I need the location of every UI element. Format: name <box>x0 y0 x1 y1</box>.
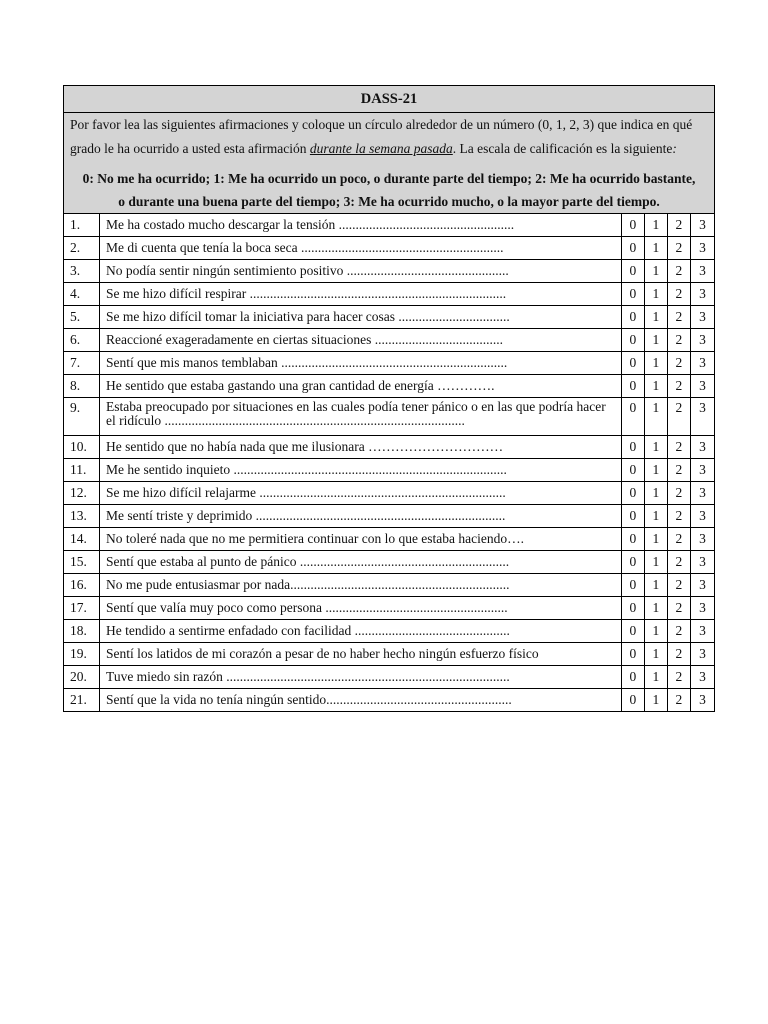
item-row <box>64 375 715 398</box>
instructions-colon: : <box>672 141 677 156</box>
dass21-table <box>63 85 715 712</box>
item-row <box>64 574 715 597</box>
item-number: 10. <box>64 436 100 459</box>
rating-option-3[interactable]: 3 <box>690 398 714 436</box>
rating-option-0[interactable]: 0 <box>621 260 644 283</box>
rating-option-2[interactable]: 2 <box>667 528 690 551</box>
item-number: 15. <box>64 551 100 574</box>
rating-option-1[interactable]: 1 <box>644 482 667 505</box>
title-row <box>64 86 715 113</box>
item-number: 1. <box>64 214 100 237</box>
item-row <box>64 666 715 689</box>
instructions-cell <box>64 113 715 214</box>
rating-option-1[interactable]: 1 <box>644 666 667 689</box>
item-row <box>64 620 715 643</box>
instructions-emphasis: durante la semana pasada <box>309 141 453 156</box>
rating-option-0[interactable]: 0 <box>621 436 644 459</box>
rating-option-3[interactable]: 3 <box>690 551 714 574</box>
item-statement: Me he sentido inquieto ................................................................................. <box>100 459 622 482</box>
rating-option-3[interactable]: 3 <box>690 214 714 237</box>
rating-option-1[interactable]: 1 <box>644 436 667 459</box>
item-statement: Me di cuenta que tenía la boca seca ............................................................ <box>100 237 622 260</box>
item-number: 11. <box>64 459 100 482</box>
rating-option-0[interactable]: 0 <box>621 597 644 620</box>
rating-option-1[interactable]: 1 <box>644 597 667 620</box>
rating-option-0[interactable]: 0 <box>621 551 644 574</box>
rating-option-1[interactable]: 1 <box>644 643 667 666</box>
item-statement: Se me hizo difícil respirar ............................................................................ <box>100 283 622 306</box>
rating-option-2[interactable]: 2 <box>667 643 690 666</box>
rating-option-0[interactable]: 0 <box>621 643 644 666</box>
instructions-row <box>64 113 715 214</box>
rating-option-2[interactable]: 2 <box>667 329 690 352</box>
item-row <box>64 329 715 352</box>
item-number: 17. <box>64 597 100 620</box>
rating-option-3[interactable]: 3 <box>690 574 714 597</box>
rating-option-1[interactable]: 1 <box>644 352 667 375</box>
instructions-before: Por favor lea las siguientes afirmaciones y coloque un círculo alrededor de un número (0, 1, 2, 3) que indica en qué grado le ha ocurrido a usted esta afirmación <box>70 117 693 156</box>
item-row <box>64 237 715 260</box>
rating-option-0[interactable]: 0 <box>621 459 644 482</box>
item-row <box>64 505 715 528</box>
rating-option-0[interactable]: 0 <box>621 528 644 551</box>
rating-option-1[interactable]: 1 <box>644 214 667 237</box>
item-statement: Me sentí triste y deprimido .......................................................................... <box>100 505 622 528</box>
rating-option-3[interactable]: 3 <box>690 306 714 329</box>
rating-option-2[interactable]: 2 <box>667 214 690 237</box>
item-number: 13. <box>64 505 100 528</box>
rating-option-3[interactable]: 3 <box>690 689 714 712</box>
item-number: 5. <box>64 306 100 329</box>
item-row <box>64 436 715 459</box>
item-number: 3. <box>64 260 100 283</box>
rating-option-3[interactable]: 3 <box>690 666 714 689</box>
rating-option-3[interactable]: 3 <box>690 620 714 643</box>
item-statement: He sentido que no había nada que me ilusionara ………………………… <box>100 436 622 459</box>
item-number: 7. <box>64 352 100 375</box>
item-number: 2. <box>64 237 100 260</box>
rating-option-3[interactable]: 3 <box>690 597 714 620</box>
rating-option-0[interactable]: 0 <box>621 398 644 436</box>
rating-option-0[interactable]: 0 <box>621 689 644 712</box>
rating-option-1[interactable]: 1 <box>644 505 667 528</box>
rating-option-1[interactable]: 1 <box>644 329 667 352</box>
rating-option-2[interactable]: 2 <box>667 237 690 260</box>
rating-option-0[interactable]: 0 <box>621 375 644 398</box>
rating-option-0[interactable]: 0 <box>621 505 644 528</box>
rating-option-1[interactable]: 1 <box>644 574 667 597</box>
rating-option-2[interactable]: 2 <box>667 306 690 329</box>
item-row <box>64 214 715 237</box>
rating-option-2[interactable]: 2 <box>667 689 690 712</box>
item-row <box>64 689 715 712</box>
rating-option-2[interactable]: 2 <box>667 620 690 643</box>
item-row <box>64 643 715 666</box>
item-statement: Reaccioné exageradamente en ciertas situaciones ...................................... <box>100 329 622 352</box>
instructions-text <box>70 113 708 161</box>
rating-option-2[interactable]: 2 <box>667 398 690 436</box>
item-statement: Sentí los latidos de mi corazón a pesar de no haber hecho ningún esfuerzo físico <box>100 643 622 666</box>
rating-option-0[interactable]: 0 <box>621 306 644 329</box>
rating-option-0[interactable]: 0 <box>621 283 644 306</box>
item-number: 19. <box>64 643 100 666</box>
item-number: 21. <box>64 689 100 712</box>
rating-option-0[interactable]: 0 <box>621 352 644 375</box>
item-number: 8. <box>64 375 100 398</box>
rating-option-0[interactable]: 0 <box>621 329 644 352</box>
item-number: 18. <box>64 620 100 643</box>
rating-option-0[interactable]: 0 <box>621 214 644 237</box>
item-statement: Me ha costado mucho descargar la tensión .................................................... <box>100 214 622 237</box>
rating-option-1[interactable]: 1 <box>644 551 667 574</box>
rating-option-3[interactable]: 3 <box>690 283 714 306</box>
rating-option-3[interactable]: 3 <box>690 352 714 375</box>
item-statement: Sentí que la vida no tenía ningún sentido....................................................... <box>100 689 622 712</box>
item-row <box>64 398 715 436</box>
rating-option-3[interactable]: 3 <box>690 505 714 528</box>
item-statement: Se me hizo difícil relajarme ......................................................................... <box>100 482 622 505</box>
rating-option-0[interactable]: 0 <box>621 574 644 597</box>
item-statement: Estaba preocupado por situaciones en las cuales podía tener pánico o en las que podría hacer el ridículo ......................................................................................... <box>100 398 622 436</box>
rating-option-2[interactable]: 2 <box>667 482 690 505</box>
item-number: 20. <box>64 666 100 689</box>
item-statement: Se me hizo difícil tomar la iniciativa para hacer cosas ................................. <box>100 306 622 329</box>
rating-option-2[interactable]: 2 <box>667 574 690 597</box>
item-row <box>64 306 715 329</box>
item-row <box>64 352 715 375</box>
rating-option-2[interactable]: 2 <box>667 375 690 398</box>
rating-option-0[interactable]: 0 <box>621 620 644 643</box>
rating-option-1[interactable]: 1 <box>644 306 667 329</box>
item-row <box>64 459 715 482</box>
rating-option-1[interactable]: 1 <box>644 260 667 283</box>
item-statement: No podía sentir ningún sentimiento positivo ................................................ <box>100 260 622 283</box>
rating-option-3[interactable]: 3 <box>690 329 714 352</box>
dass21-sheet <box>63 85 715 712</box>
rating-option-2[interactable]: 2 <box>667 459 690 482</box>
item-number: 16. <box>64 574 100 597</box>
item-row <box>64 482 715 505</box>
rating-option-0[interactable]: 0 <box>621 666 644 689</box>
item-number: 9. <box>64 398 100 436</box>
rating-option-3[interactable]: 3 <box>690 436 714 459</box>
instructions-middle: . La escala de calificación es la siguiente <box>452 141 673 156</box>
rating-option-2[interactable]: 2 <box>667 260 690 283</box>
rating-option-1[interactable]: 1 <box>644 689 667 712</box>
item-row <box>64 551 715 574</box>
rating-option-1[interactable]: 1 <box>644 283 667 306</box>
item-statement: Tuve miedo sin razón .................................................................................... <box>100 666 622 689</box>
item-statement: Sentí que estaba al punto de pánico .............................................................. <box>100 551 622 574</box>
item-number: 6. <box>64 329 100 352</box>
item-statement: He tendido a sentirme enfadado con facilidad .............................................. <box>100 620 622 643</box>
rating-option-3[interactable]: 3 <box>690 260 714 283</box>
item-statement: Sentí que mis manos temblaban ................................................................... <box>100 352 622 375</box>
rating-option-1[interactable]: 1 <box>644 528 667 551</box>
item-row <box>64 283 715 306</box>
item-number: 14. <box>64 528 100 551</box>
rating-option-3[interactable]: 3 <box>690 237 714 260</box>
rating-option-3[interactable]: 3 <box>690 643 714 666</box>
rating-option-0[interactable]: 0 <box>621 237 644 260</box>
item-row <box>64 260 715 283</box>
rating-option-2[interactable]: 2 <box>667 551 690 574</box>
item-statement: No toleré nada que no me permitiera continuar con lo que estaba haciendo…. <box>100 528 622 551</box>
item-row <box>64 528 715 551</box>
rating-option-2[interactable]: 2 <box>667 436 690 459</box>
item-number: 12. <box>64 482 100 505</box>
item-number: 4. <box>64 283 100 306</box>
rating-option-1[interactable]: 1 <box>644 237 667 260</box>
rating-option-2[interactable]: 2 <box>667 352 690 375</box>
rating-option-1[interactable]: 1 <box>644 398 667 436</box>
rating-option-2[interactable]: 2 <box>667 505 690 528</box>
rating-option-3[interactable]: 3 <box>690 375 714 398</box>
rating-option-2[interactable]: 2 <box>667 597 690 620</box>
rating-option-2[interactable]: 2 <box>667 666 690 689</box>
rating-scale: 0: No me ha ocurrido; 1: Me ha ocurrido un poco, o durante parte del tiempo; 2: Me ha ocurrido bastante, o durante una buena parte del tiempo; 3: Me ha ocurrido mucho, o la mayor parte del tiempo. <box>82 171 696 209</box>
item-statement: He sentido que estaba gastando una gran cantidad de energía …………. <box>100 375 622 398</box>
rating-option-0[interactable]: 0 <box>621 482 644 505</box>
item-statement: No me pude entusiasmar por nada................................................................. <box>100 574 622 597</box>
rating-option-3[interactable]: 3 <box>690 482 714 505</box>
rating-option-3[interactable]: 3 <box>690 459 714 482</box>
item-statement: Sentí que valía muy poco como persona ...................................................... <box>100 597 622 620</box>
rating-option-1[interactable]: 1 <box>644 375 667 398</box>
item-row <box>64 597 715 620</box>
rating-option-3[interactable]: 3 <box>690 528 714 551</box>
form-title: DASS-21 <box>64 86 715 113</box>
rating-option-1[interactable]: 1 <box>644 459 667 482</box>
rating-option-2[interactable]: 2 <box>667 283 690 306</box>
rating-option-1[interactable]: 1 <box>644 620 667 643</box>
